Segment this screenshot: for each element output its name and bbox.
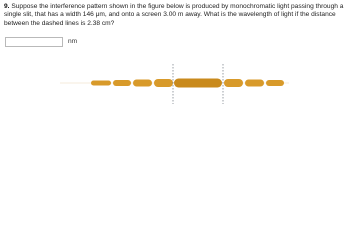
fringe-right-4 [266, 80, 284, 86]
question-prompt: Suppose the interference pattern shown in the figure below is produced by monochromatic light passing through a single slit, that has a width 146 μm, and onto a screen 3.00 m away. What is the wavelength of light if the distance between the dashed lines is 2.38 cm? [4, 3, 344, 27]
fringe-pattern-svg [60, 56, 289, 112]
answer-unit-label: nm [68, 38, 78, 45]
fringe-left-5 [91, 81, 111, 86]
fringe-left-3 [133, 80, 152, 87]
question-text-block [4, 3, 346, 28]
fringe-left-2 [154, 79, 173, 87]
fringe-left-4 [113, 80, 131, 86]
fringe-right-3 [245, 80, 264, 87]
fringe-central-maximum [174, 79, 222, 88]
question-number: 9. [4, 3, 10, 10]
interference-pattern-figure [60, 56, 289, 112]
wavelength-answer-input[interactable] [5, 37, 63, 47]
fringe-right-2 [224, 79, 243, 87]
answer-row [5, 36, 77, 47]
